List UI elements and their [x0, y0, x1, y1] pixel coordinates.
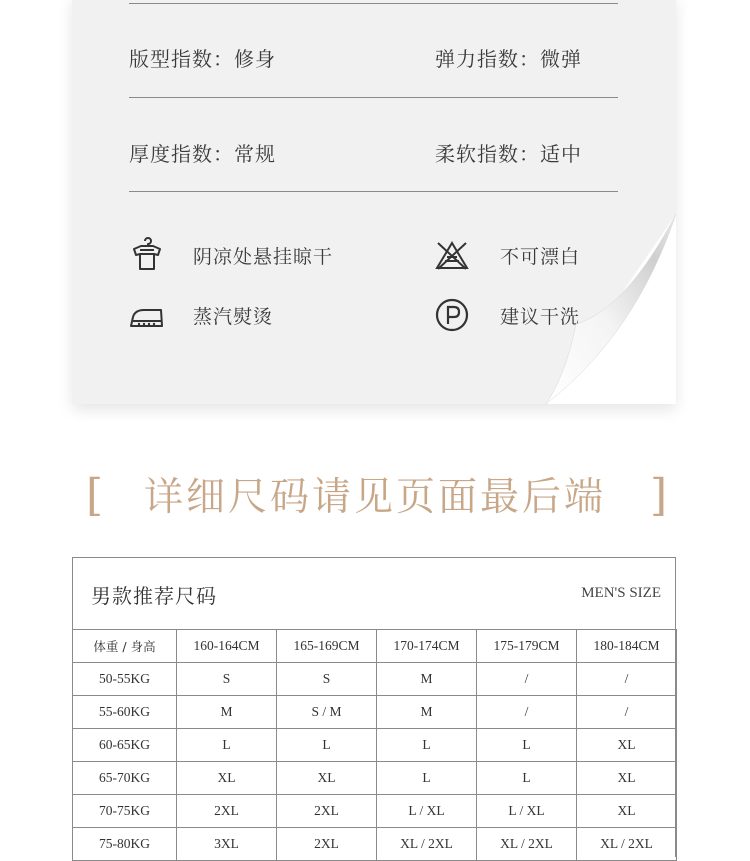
- size-cell: L: [277, 729, 377, 762]
- table-row: [73, 828, 677, 861]
- table-header-row: [73, 630, 677, 663]
- size-cell: M: [377, 663, 477, 696]
- corner-header: 体重 / 身高: [73, 630, 177, 663]
- size-table: [72, 629, 677, 861]
- height-header: 170-174CM: [377, 630, 477, 663]
- size-cell: M: [377, 696, 477, 729]
- weight-cell: 70-75KG: [73, 795, 177, 828]
- size-chart-subtitle: MEN'S SIZE: [581, 585, 661, 601]
- size-cell: /: [477, 696, 577, 729]
- steam-iron-icon: [129, 297, 165, 333]
- size-cell: /: [477, 663, 577, 696]
- size-cell: L: [477, 762, 577, 795]
- weight-cell: 55-60KG: [73, 696, 177, 729]
- size-cell: XL / 2XL: [477, 828, 577, 861]
- bracket-open: [: [86, 470, 104, 521]
- elasticity-index: 弹力指数：微弹: [435, 47, 582, 71]
- size-cell: L / XL: [377, 795, 477, 828]
- weight-cell: 60-65KG: [73, 729, 177, 762]
- size-cell: M: [177, 696, 277, 729]
- care-steam-iron: 蒸汽熨烫: [193, 306, 274, 328]
- dry-clean-p-icon: [434, 297, 470, 333]
- size-cell: XL: [177, 762, 277, 795]
- divider: [129, 97, 618, 98]
- size-cell: 3XL: [177, 828, 277, 861]
- size-note-heading: 详细尺码请见页面最后端: [143, 475, 606, 520]
- fabric-care-card: [72, 0, 676, 404]
- size-chart: [72, 557, 676, 857]
- height-header: 175-179CM: [477, 630, 577, 663]
- height-header: 165-169CM: [277, 630, 377, 663]
- size-cell: XL: [577, 762, 677, 795]
- no-bleach-icon: [434, 237, 470, 273]
- care-hang-dry: 阴凉处悬挂晾干: [193, 246, 334, 268]
- size-chart-title: 男款推荐尺码: [91, 584, 217, 608]
- size-cell: XL: [277, 762, 377, 795]
- table-row: [73, 663, 677, 696]
- size-cell: XL: [577, 795, 677, 828]
- size-cell: S: [277, 663, 377, 696]
- thickness-index: 厚度指数：常规: [129, 142, 276, 166]
- size-cell: XL: [577, 729, 677, 762]
- care-no-bleach: 不可漂白: [500, 246, 581, 268]
- page-curl-decoration: [516, 214, 676, 404]
- size-cell: L: [477, 729, 577, 762]
- weight-cell: 75-80KG: [73, 828, 177, 861]
- size-cell: L / XL: [477, 795, 577, 828]
- table-row: [73, 795, 677, 828]
- size-cell: /: [577, 696, 677, 729]
- softness-index: 柔软指数：适中: [435, 142, 582, 166]
- size-cell: L: [377, 729, 477, 762]
- height-header: 160-164CM: [177, 630, 277, 663]
- size-cell: XL / 2XL: [377, 828, 477, 861]
- size-cell: S / M: [277, 696, 377, 729]
- size-cell: 2XL: [277, 795, 377, 828]
- table-row: [73, 762, 677, 795]
- fit-index: 版型指数：修身: [129, 47, 276, 71]
- table-row: [73, 696, 677, 729]
- size-cell: L: [377, 762, 477, 795]
- size-cell: /: [577, 663, 677, 696]
- size-cell: XL / 2XL: [577, 828, 677, 861]
- weight-cell: 50-55KG: [73, 663, 177, 696]
- size-cell: 2XL: [177, 795, 277, 828]
- size-cell: L: [177, 729, 277, 762]
- care-dry-clean: 建议干洗: [500, 306, 581, 328]
- bracket-close: ]: [650, 470, 668, 521]
- weight-cell: 65-70KG: [73, 762, 177, 795]
- divider: [129, 191, 618, 192]
- hang-dry-shade-icon: [129, 237, 165, 273]
- size-cell: 2XL: [277, 828, 377, 861]
- size-cell: S: [177, 663, 277, 696]
- height-header: 180-184CM: [577, 630, 677, 663]
- divider: [129, 3, 618, 4]
- table-row: [73, 729, 677, 762]
